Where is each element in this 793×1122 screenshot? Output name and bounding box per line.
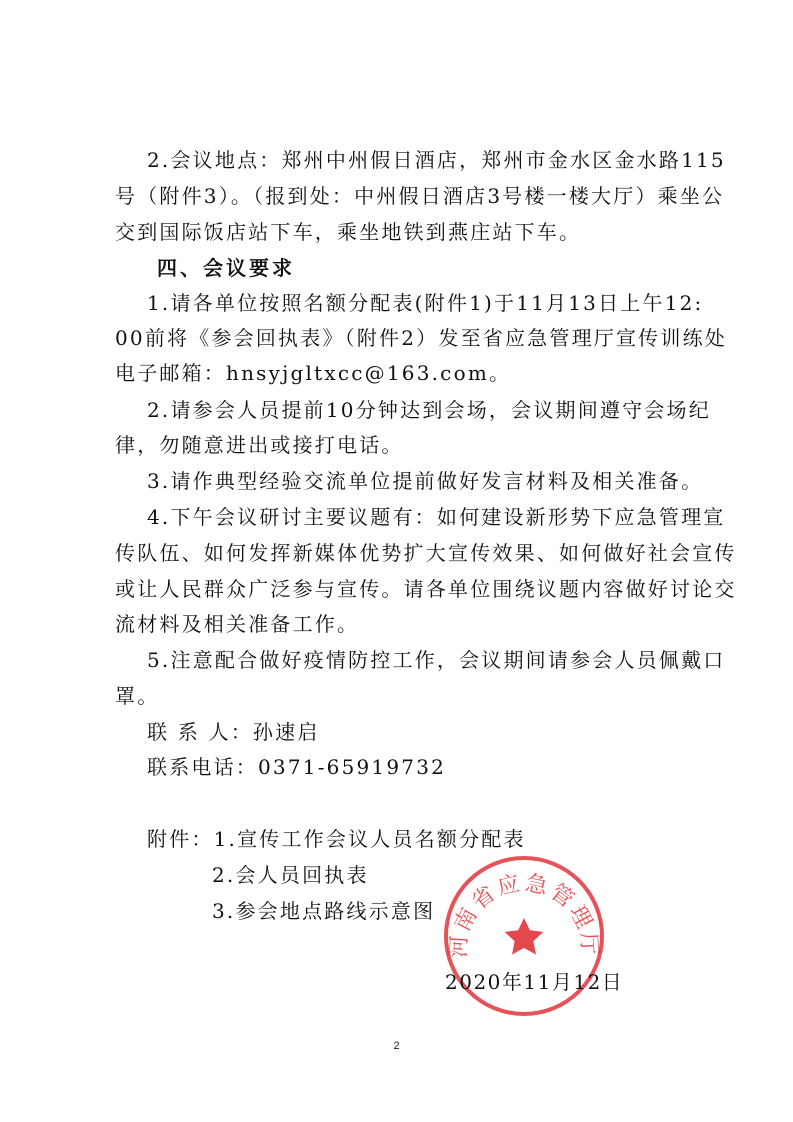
- contact-person: 联 系 人：孙速启: [147, 720, 320, 744]
- venue-line-3: 交到国际饭店站下车，乘坐地铁到燕庄站下车。: [115, 220, 582, 244]
- page-number: 2: [393, 1040, 400, 1052]
- req5-line-1: 5.注意配合做好疫情防控工作，会议期间请参会人员佩戴口: [147, 648, 726, 672]
- req1-line-1: 1.请各单位按照名额分配表(附件1)于11月13日上午12:: [147, 291, 704, 315]
- req4-line-1: 4.下午会议研讨主要议题有：如何建设新形势下应急管理宣: [147, 505, 726, 529]
- attachment-1: 附件：1.宣传工作会议人员名额分配表: [147, 827, 526, 851]
- star-icon: [505, 918, 544, 955]
- req1-line-3: 电子邮箱：hnsyjgltxcc@163.com。: [115, 361, 512, 385]
- attachment-3: 3.参会地点路线示意图: [212, 899, 436, 923]
- req4-line-3: 或让人民群众广泛参与宣传。请各单位围绕议题内容做好讨论交: [115, 577, 737, 601]
- req2-line-1: 2.请参会人员提前10分钟达到会场，会议期间遵守会场纪: [147, 398, 711, 422]
- req5-line-2: 罩。: [115, 684, 160, 708]
- section-heading: 四、会议要求: [157, 256, 295, 280]
- contact-phone: 联系电话：0371-65919732: [147, 755, 447, 779]
- venue-line-2: 号（附件3）。（报到处：中州假日酒店3号楼一楼大厅）乘坐公: [115, 184, 725, 208]
- req2-line-2: 律，勿随意进出或接打电话。: [115, 433, 404, 457]
- issue-date: 2020年11月12日: [445, 970, 624, 994]
- attachment-2: 2.会人员回执表: [212, 863, 369, 887]
- req4-line-4: 流材料及相关准备工作。: [115, 612, 360, 636]
- venue-line-1: 2.会议地点：郑州中州假日酒店，郑州市金水区金水路115: [147, 148, 726, 172]
- seal-text: 河南省应急管理厅: [446, 870, 602, 959]
- req3-line-1: 3.请作典型经验交流单位提前做好发言材料及相关准备。: [147, 469, 704, 493]
- req1-line-2: 00前将《参会回执表》（附件2）发至省应急管理厅宣传训练处: [115, 326, 727, 350]
- req4-line-2: 传队伍、如何发挥新媒体优势扩大宣传效果、如何做好社会宣传: [115, 541, 737, 565]
